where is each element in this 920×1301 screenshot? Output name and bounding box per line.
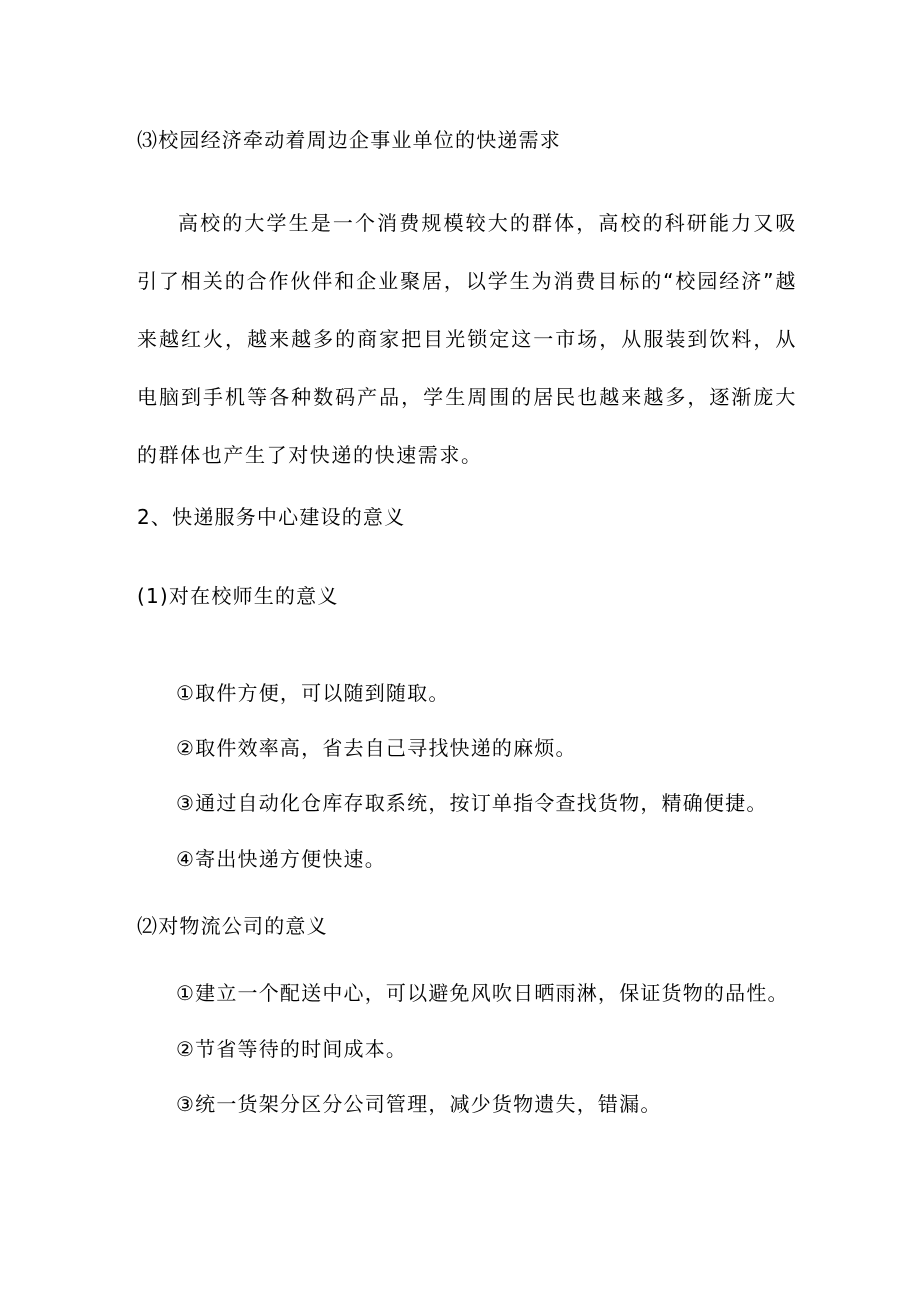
list-item: ①取件方便，可以随到随取。 (176, 681, 450, 705)
list-item: ③统一货架分区分公司管理，减少货物遗失，错漏。 (176, 1092, 662, 1116)
section-2-heading: 2、快递服务中心建设的意义 (137, 505, 406, 529)
section-3-paragraph: 高校的大学生是一个消费规模较大的群体，高校的科研能力又吸引了相关的合作伙伴和企业聚居，以学生为消费目标的“校园经济”越来越红火，越来越多的商家把目光锁定这一市场，从服装到饮料，从电脑到手机等各种数码产品，学生周围的居民也越来越多，逐渐庞大的群体也产生了对快递的快速需求。 (137, 211, 797, 467)
list-item: ①建立一个配送中心，可以避免风吹日晒雨淋，保证货物的品性。 (176, 981, 789, 1005)
subsection-1-title: (1)对在校师生的意义 (137, 584, 339, 608)
list-item: ④寄出快递方便快速。 (176, 847, 386, 871)
subsection-2-title: ⑵对物流公司的意义 (137, 914, 328, 938)
section-3-heading: ⑶校园经济牵动着周边企事业单位的快递需求 (137, 128, 561, 152)
list-item: ②取件效率高，省去自己寻找快递的麻烦。 (176, 736, 577, 760)
list-item: ③通过自动化仓库存取系统，按订单指令查找货物，精确便捷。 (176, 791, 768, 815)
list-item: ②节省等待的时间成本。 (176, 1037, 408, 1061)
